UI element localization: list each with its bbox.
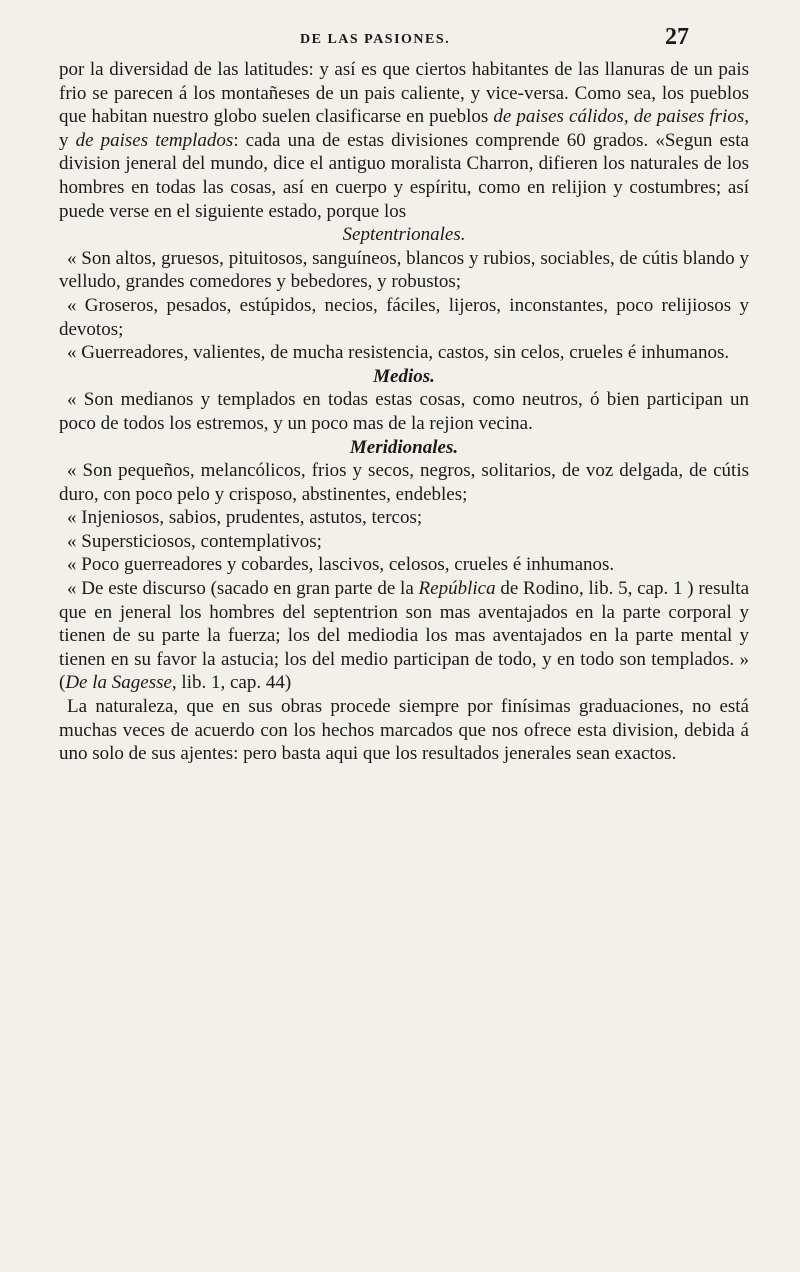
paragraph-conclusion: [59, 577, 749, 695]
intro-text-end: : cada una de estas divisiones comprende 60 grados. «Segun esta division jeneral del mundo, dice el antiguo moralista Charron, difieren los naturales de los hombres en todas las cosas, así en cuerpo y espíritu, como en relijion y costumbres; así puede verse en el siguiente estado, porque los: [59, 129, 749, 222]
conclusion-italic-sagesse: De la Sagesse,: [65, 672, 177, 694]
conclusion-text-a: « De este discurso (sacado en gran parte de la: [67, 578, 419, 600]
paragraph-sept-2: « Groseros, pesados, estúpidos, necios, fáciles, lijeros, inconstantes, poco relijiosos y devotos;: [59, 294, 749, 340]
intro-text-mid: y: [59, 129, 76, 151]
conclusion-text-c: lib. 1, cap. 44): [176, 672, 292, 694]
paragraph-sept-1: « Son altos, gruesos, pituitosos, sanguíneos, blancos y rubios, sociables, de cútis blando y velludo, grandes comedores y bebedores, y robustos;: [59, 247, 749, 293]
paragraph-merid-3: « Supersticiosos, contemplativos;: [67, 530, 322, 552]
body-text: [59, 58, 749, 766]
intro-italic-1: de paises cálidos, de paises frios,: [493, 106, 749, 128]
paragraph-medios: « Son medianos y templados en todas estas cosas, como neutros, ó bien participan un poco de todos los estremos, y un poco mas de la rejion vecina.: [59, 389, 749, 434]
page-number: 27: [665, 24, 689, 50]
paragraph-intro: [59, 58, 749, 223]
heading-meridionales: Meridionales.: [349, 436, 459, 458]
paragraph-final: La naturaleza, que en sus obras procede siempre por finísimas graduaciones, no está muchas veces de acuerdo con los hechos marcados que nos ofrece esta division, debida á uno solo de sus ajentes: pero basta aqui que los resultados jenerales sean exactos.: [59, 696, 749, 765]
paragraph-merid-4: « Poco guerreadores y cobardes, lascivos, celosos, crueles é inhumanos.: [67, 554, 615, 576]
running-head: DE LAS PASIONES.: [300, 32, 451, 47]
page-header: [0, 24, 800, 50]
conclusion-italic-republica: República: [418, 578, 496, 600]
conclusion-text-b: de Rodino, lib. 5, cap. 1 ) resulta que en jeneral los hombres del septentrion son mas aventajados en la parte corporal y tienen de su parte la fuerza; los del mediodia los mas aventajados en la parte mental y tienen en su favor la astucia; los del medio participan de todo, y en todo son templados. » (: [59, 578, 750, 694]
paragraph-merid-2: « Injeniosos, sabios, prudentes, astutos, tercos;: [67, 507, 423, 529]
intro-italic-2: de paises templados: [75, 129, 234, 151]
intro-text: por la diversidad de las latitudes: y así es que ciertos habitantes de las llanuras de un pais frio se parecen á los montañeses de un pais caliente, y vice-versa. Como sea, los pueblos que habitan nuestro globo suelen clasificarse en pueblos: [59, 59, 749, 128]
heading-medios: Medios.: [373, 365, 435, 387]
paragraph-merid-1: « Son pequeños, melancólicos, frios y secos, negros, solitarios, de voz delgada, de cútis duro, con poco pelo y crisposo, abstinentes, endebles;: [59, 460, 749, 505]
heading-septentrionales: Septentrionales.: [342, 224, 466, 246]
paragraph-sept-3: « Guerreadores, valientes, de mucha resistencia, castos, sin celos, crueles é inhumanos.: [67, 342, 730, 364]
